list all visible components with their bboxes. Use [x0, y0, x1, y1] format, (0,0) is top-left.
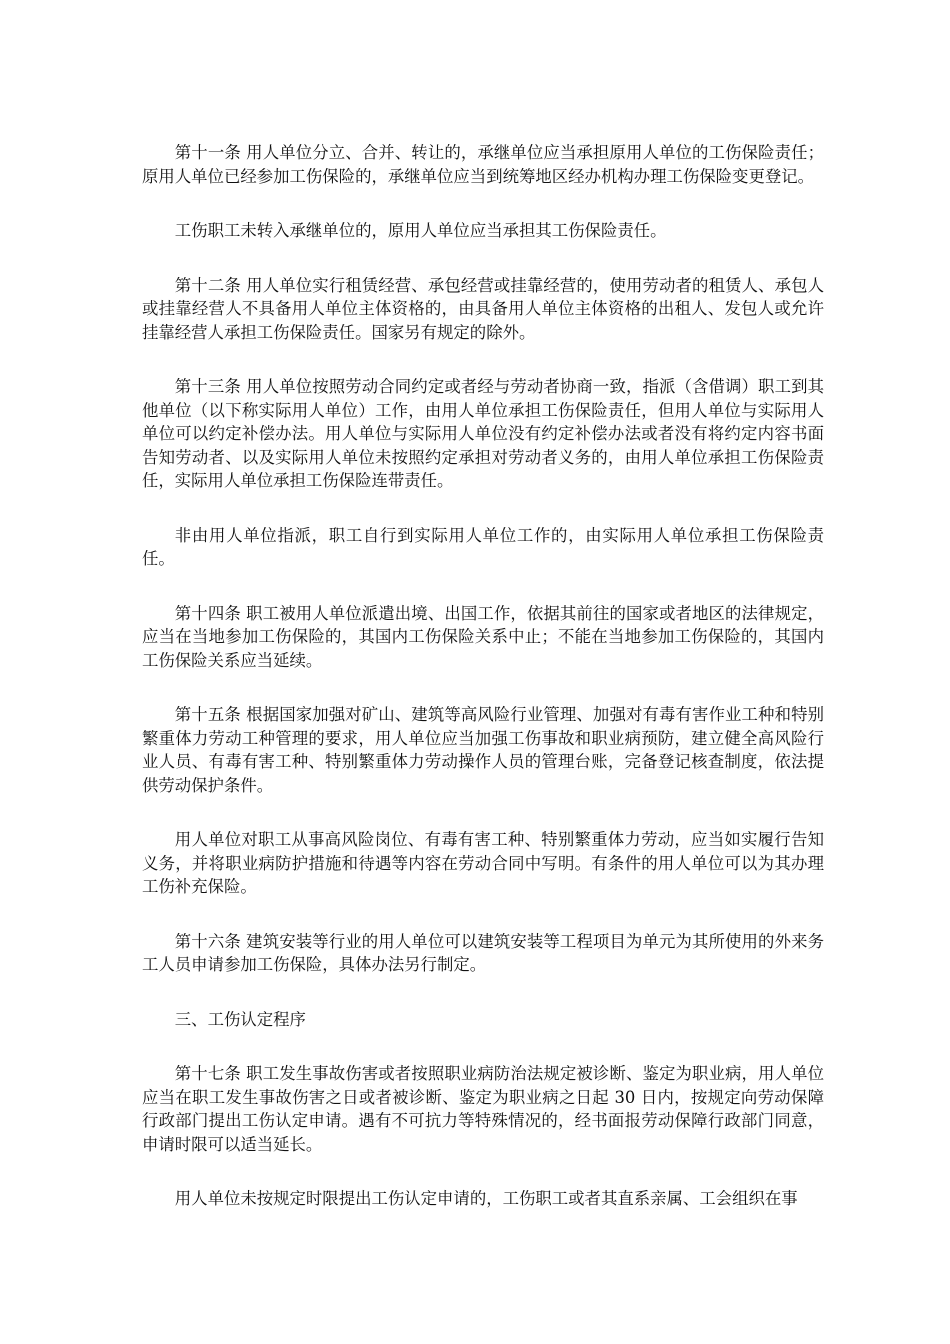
paragraph-article-16: 第十六条 建筑安装等行业的用人单位可以建筑安装等工程项目为单元为其所使用的外来务工人员申请参加工伤保险，具体办法另行制定。 — [142, 931, 824, 974]
paragraph-article-17-supplement: 用人单位未按规定时限提出工伤认定申请的，工伤职工或者其直系亲属、工会组织在事 — [174, 1189, 798, 1208]
paragraph-article-15-supplement: 用人单位对职工从事高风险岗位、有毒有害工种、特别繁重体力劳动，应当如实履行告知义务，并将职业病防护措施和待遇等内容在劳动合同中写明。有条件的用人单位可以为其办理工伤补充保险。 — [142, 830, 824, 896]
section-heading: 三、工伤认定程序 — [174, 1009, 306, 1029]
paragraph-article-11: 第十一条 用人单位分立、合并、转让的，承继单位应当承担原用人单位的工伤保险责任；原用人单位已经参加工伤保险的，承继单位应当到统筹地区经办机构办理工伤保险变更登记。 — [142, 143, 824, 186]
paragraph-article-12: 第十二条 用人单位实行租赁经营、承包经营或挂靠经营的，使用劳动者的租赁人、承包人或挂靠经营人不具备用人单位主体资格的，由具备用人单位主体资格的出租人、发包人或允许挂靠经营人承担工伤保险责任。国家另有规定的除外。 — [142, 275, 824, 342]
paragraph-article-13-supplement: 非由用人单位指派，职工自行到实际用人单位工作的，由实际用人单位承担工伤保险责任。 — [142, 525, 824, 568]
paragraph-article-17: 第十七条 职工发生事故伤害或者按照职业病防治法规定被诊断、鉴定为职业病，用人单位应当在职工发生事故伤害之日或者被诊断、鉴定为职业病之日起 30 日内，按规定向劳动保障行政部门提出工伤认定申请。遇有不可抗力等特殊情况的，经书面报劳动保障行政部门同意，申请时限可以适当延长。 — [142, 1064, 824, 1154]
paragraph-article-15: 第十五条 根据国家加强对矿山、建筑等高风险行业管理、加强对有毒有害作业工种和特别繁重体力劳动工种管理的要求，用人单位应当加强工伤事故和职业病预防，建立健全高风险行业人员、有毒有害工种、特别繁重体力劳动操作人员的管理台账，完备登记核查制度，依法提供劳动保护条件。 — [142, 705, 824, 795]
paragraph-article-13: 第十三条 用人单位按照劳动合同约定或者经与劳动者协商一致，指派（含借调）职工到其他单位（以下称实际用人单位）工作，由用人单位承担工伤保险责任，但用人单位与实际用人单位可以约定补偿办法。用人单位与实际用人单位没有约定补偿办法或者没有将约定内容书面告知劳动者、以及实际用人单位未按照约定承担对劳动者义务的，由用人单位承担工伤保险责任，实际用人单位承担工伤保险连带责任。 — [142, 377, 824, 490]
document-page — [142, 141, 824, 1211]
paragraph-article-11-supplement: 工伤职工未转入承继单位的，原用人单位应当承担其工伤保险责任。 — [174, 221, 667, 240]
paragraph-article-14: 第十四条 职工被用人单位派遣出境、出国工作，依据其前往的国家或者地区的法律规定，应当在当地参加工伤保险的，其国内工伤保险关系中止；不能在当地参加工伤保险的，其国内工伤保险关系应当延续。 — [142, 603, 824, 670]
